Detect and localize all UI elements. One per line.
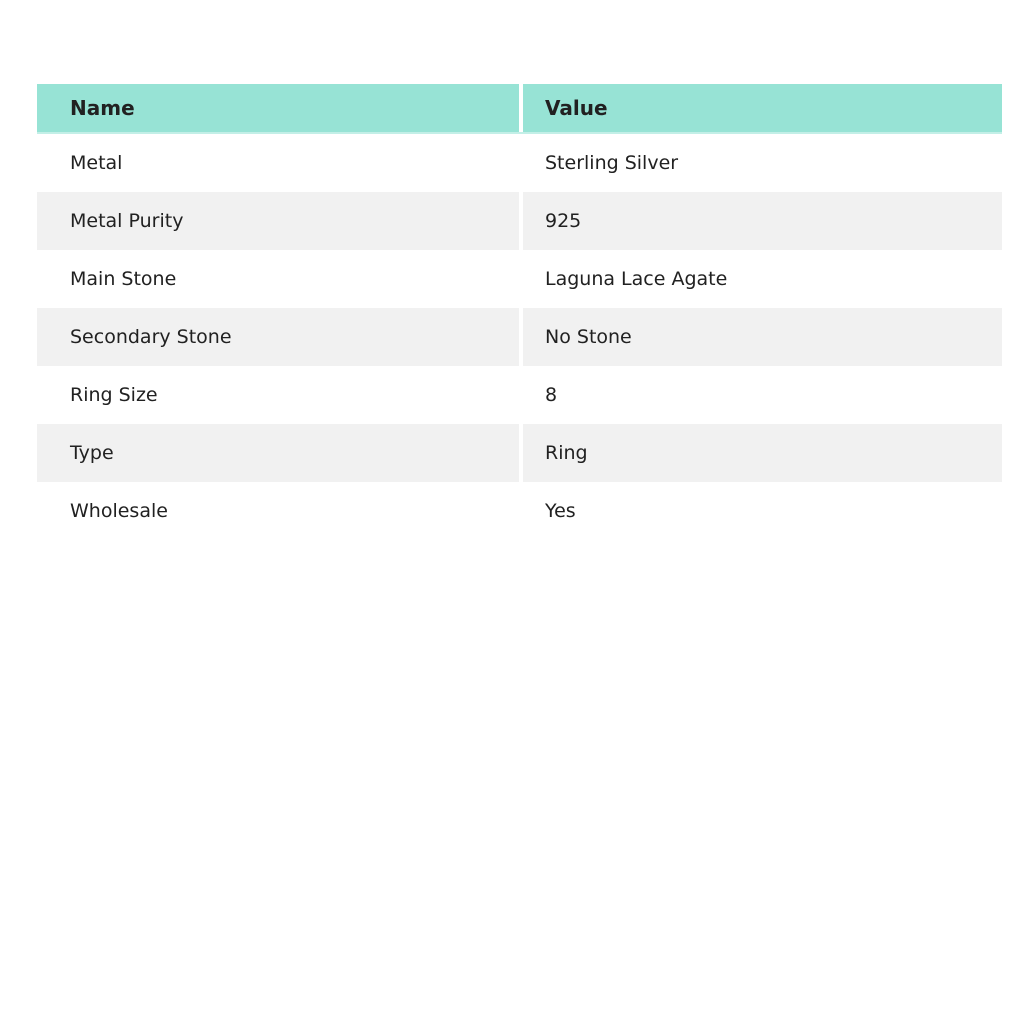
attribute-name: Type	[37, 424, 523, 482]
attribute-value: Yes	[545, 500, 576, 522]
attribute-value: Ring	[545, 442, 588, 464]
table-row-main-stone	[37, 250, 1002, 308]
attribute-name: Ring Size	[37, 366, 523, 424]
attribute-value: Laguna Lace Agate	[545, 268, 728, 290]
table-row-metal	[37, 134, 1002, 192]
attribute-name: Main Stone	[37, 250, 523, 308]
table-row-wholesale	[37, 482, 1002, 540]
attribute-value: Sterling Silver	[545, 152, 679, 174]
table-row-type	[37, 424, 1002, 482]
attribute-value: 8	[545, 384, 558, 406]
product-attributes-table	[37, 84, 1002, 540]
table-header-row	[37, 84, 1002, 134]
attribute-value: No Stone	[545, 326, 632, 348]
attribute-name: Metal	[37, 134, 523, 192]
attribute-name: Metal Purity	[37, 192, 523, 250]
column-header-value: Value	[545, 96, 608, 120]
table-row-ring-size	[37, 366, 1002, 424]
table-row-secondary-stone	[37, 308, 1002, 366]
attribute-value: 925	[545, 210, 582, 232]
table-row-metal-purity	[37, 192, 1002, 250]
column-header-name: Name	[37, 84, 523, 132]
attribute-name: Secondary Stone	[37, 308, 523, 366]
attribute-name: Wholesale	[37, 482, 523, 540]
